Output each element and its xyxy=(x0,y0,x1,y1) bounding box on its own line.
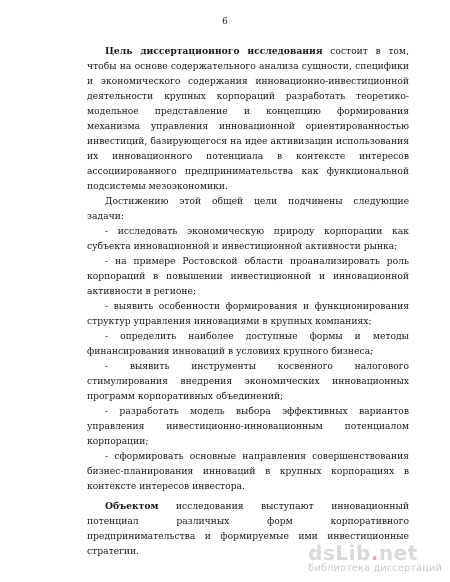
object-heading: Объектом xyxy=(105,501,159,512)
goal-heading: Цель диссертационного исследования xyxy=(105,46,323,57)
goal-paragraph xyxy=(87,44,409,194)
task-item: - выявить инструменты косвенного налогового стимулирования внедрения экономических инновационных программ корпоративных объединений; xyxy=(87,361,409,402)
page-number: 6 xyxy=(222,17,228,27)
task-item: - разработать модель выбора эффективных вариантов управления инвестиционно-инновационным потенциалом корпорации; xyxy=(87,406,409,447)
task-item: - выявить особенности формирования и функционирования структур управления инновациями в крупных компаниях; xyxy=(87,301,409,327)
object-text: исследования выступают инновационный потенциал различных форм корпоративного предпринимательства и формируемые ими инвестиционные стратегии. xyxy=(87,501,409,557)
goal-text: состоит в том, чтобы на основе содержательного анализа сущности, специфики и экономического содержания инновационно-инвестиционной деятельности крупных корпораций разработать теоретико-модельное представление и концепцию формирования механизма управления инновационной ориентированностью инвестиций, базирующегося на идее активизации использования их инновационного потенциала в контексте интересов ассоциированного предпринимательства как функциональной подсистемы мезоэкономики. xyxy=(87,46,409,192)
task-item: - исследовать экономическую природу корпорации как субъекта инновационной и инвестиционной активности рынка; xyxy=(87,226,409,252)
watermark-subtitle: библиотека диссертаций xyxy=(308,563,442,574)
task-item: - определить наиболее доступные формы и методы финансирования инноваций в условиях крупного бизнеса; xyxy=(87,331,409,357)
task-item: - сформировать основные направления совершенствования бизнес-планирования инноваций в крупных корпорациях в контексте интересов инвестора. xyxy=(87,451,409,492)
dslib-watermark xyxy=(308,543,442,575)
task-item: - на примере Ростовской области проанализировать роль корпораций в повышении инвестиционной и инновационной активности в регионе; xyxy=(87,256,409,297)
body-text xyxy=(87,44,409,559)
watermark-logo: dsLib.net xyxy=(308,541,418,565)
tasks-intro: Достижению этой общей цели подчинены следующие задачи: xyxy=(87,196,409,222)
